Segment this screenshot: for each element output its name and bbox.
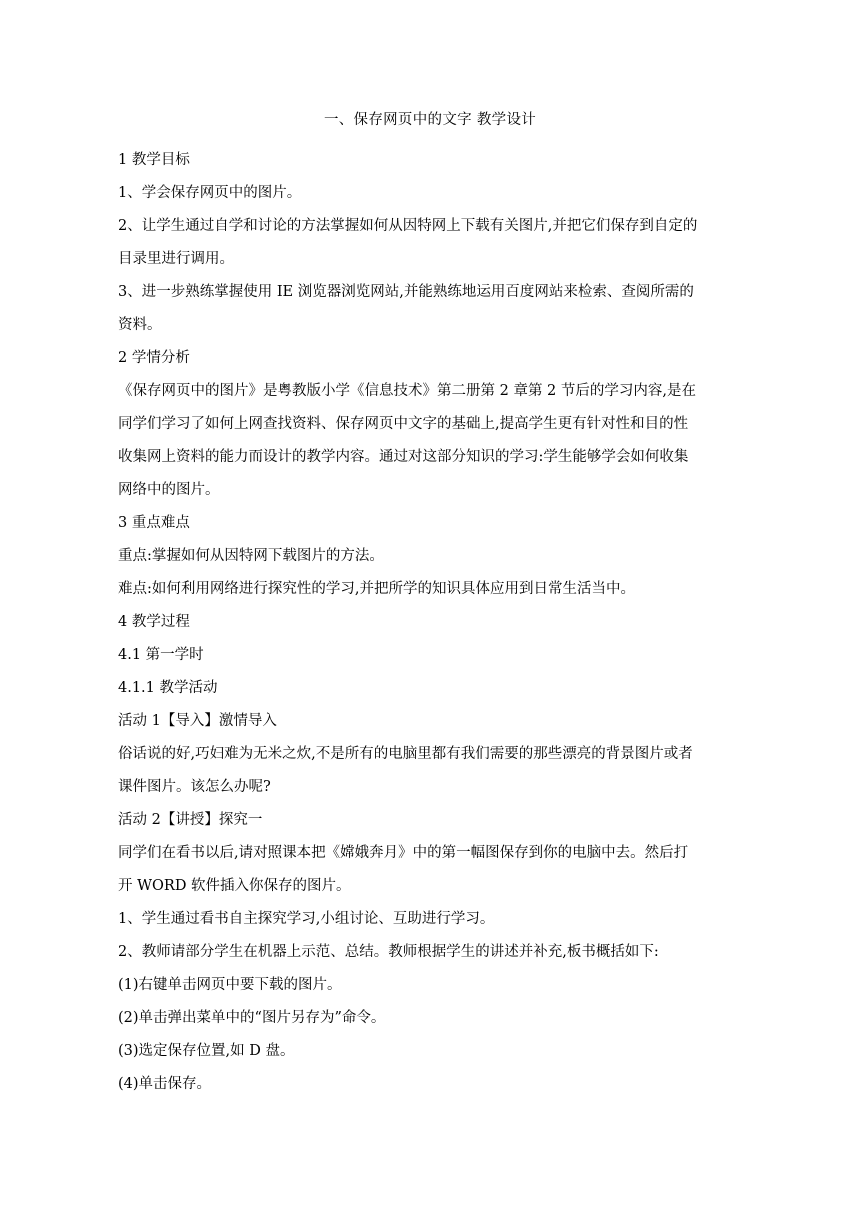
paragraph-line: 难点:如何利用网络进行探究性的学习,并把所学的知识具体应用到日常生活当中。: [118, 581, 635, 597]
list-item: (2)单击弹出菜单中的“图片另存为”命令。: [118, 1010, 386, 1026]
section-heading-objectives: 1 教学目标: [118, 152, 190, 168]
list-item: (1)右键单击网页中要下载的图片。: [118, 977, 342, 993]
document-title: 一、保存网页中的文字 教学设计: [323, 112, 537, 128]
paragraph-line: 开 WORD 软件插入你保存的图片。: [118, 878, 351, 894]
list-item: (4)单击保存。: [118, 1076, 212, 1092]
subsection-heading: 4.1.1 教学活动: [118, 680, 218, 696]
paragraph-line: 《保存网页中的图片》是粤教版小学《信息技术》第二册第 2 章第 2 节后的学习内容,是在: [118, 383, 696, 399]
paragraph-line: 收集网上资料的能力而设计的教学内容。通过对这部分知识的学习:学生能够学会如何收集: [118, 449, 689, 465]
activity-heading: 活动 2【讲授】探究一: [118, 812, 263, 828]
activity-heading: 活动 1【导入】激情导入: [118, 713, 277, 729]
paragraph-line: 1、学会保存网页中的图片。: [118, 185, 302, 201]
list-item: (3)选定保存位置,如 D 盘。: [118, 1043, 295, 1059]
section-heading-key-points: 3 重点难点: [118, 515, 190, 531]
subsection-heading: 4.1 第一学时: [118, 647, 204, 663]
section-heading-analysis: 2 学情分析: [118, 350, 190, 366]
paragraph-line: 目录里进行调用。: [118, 251, 234, 267]
paragraph-line: 1、学生通过看书自主探究学习,小组讨论、互助进行学习。: [118, 911, 495, 927]
section-heading-process: 4 教学过程: [118, 614, 190, 630]
paragraph-line: 3、进一步熟练掌握使用 IE 浏览器浏览网站,并能熟练地运用百度网站来检索、查阅所需的: [118, 284, 694, 300]
paragraph-line: 资料。: [118, 317, 162, 333]
paragraph-line: 同学们学习了如何上网查找资料、保存网页中文字的基础上,提高学生更有针对性和目的性: [118, 416, 689, 432]
paragraph-line: 重点:掌握如何从因特网下载图片的方法。: [118, 548, 384, 564]
paragraph-line: 2、教师请部分学生在机器上示范、总结。教师根据学生的讲述并补充,板书概括如下:: [118, 944, 659, 960]
document-body: [118, 144, 736, 1101]
paragraph-line: 俗话说的好,巧妇难为无米之炊,不是所有的电脑里都有我们需要的那些漂亮的背景图片或者: [118, 746, 693, 762]
paragraph-line: 课件图片。该怎么办呢?: [118, 779, 271, 795]
paragraph-line: 网络中的图片。: [118, 482, 220, 498]
paragraph-line: 同学们在看书以后,请对照课本把《嫦娥奔月》中的第一幅图保存到你的电脑中去。然后打: [118, 845, 689, 861]
paragraph-line: 2、让学生通过自学和讨论的方法掌握如何从因特网上下载有关图片,并把它们保存到自定的: [118, 218, 698, 234]
